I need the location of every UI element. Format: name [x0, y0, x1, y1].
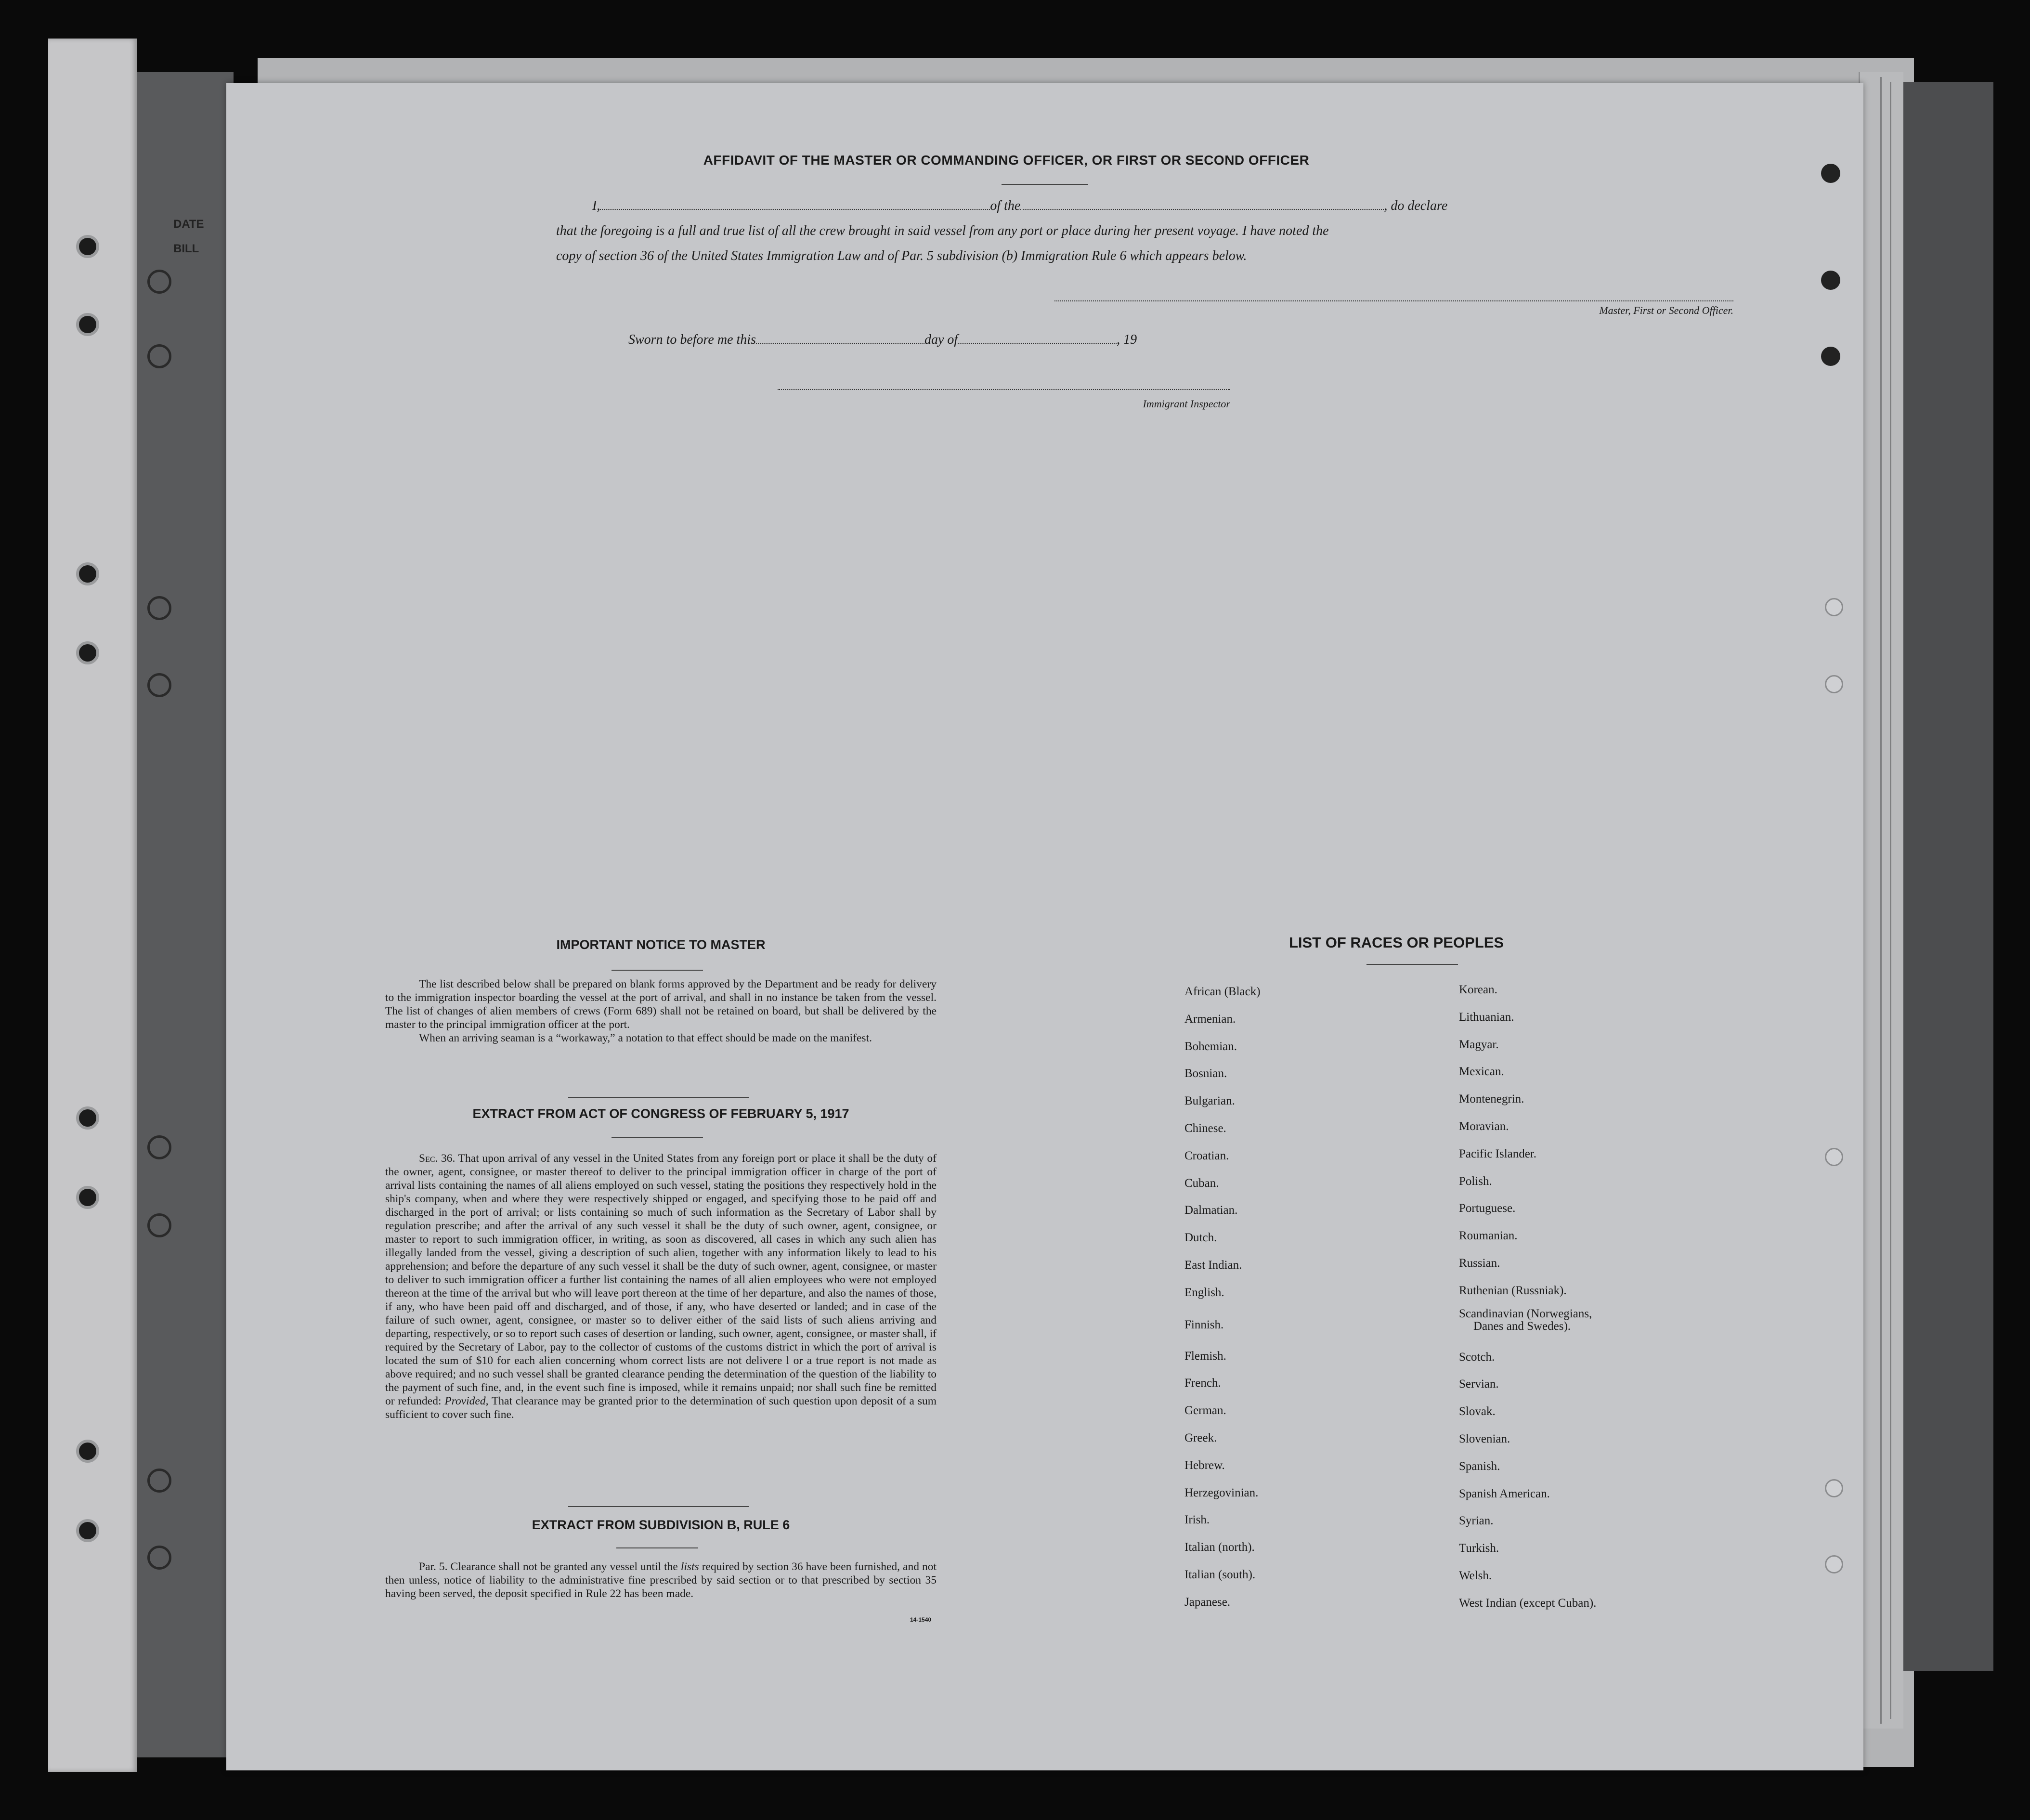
race-item: English.: [1184, 1286, 1224, 1299]
race-item: Italian (north).: [1184, 1541, 1255, 1554]
rule-text-2: required by section 36 have been furnished, and not then unless, notice of liability to the administrative fine prescribed by said section or to that prescribed by section 35 having been served, the deposit specified in Rule 22 has been made.: [385, 1560, 937, 1600]
race-item: Servian.: [1459, 1378, 1499, 1391]
binder-hole-icon: [76, 313, 99, 336]
form-page: [226, 83, 1863, 1770]
race-item: Italian (south).: [1184, 1568, 1256, 1581]
races-title: [1237, 934, 1555, 951]
page-edge-line: [1880, 77, 1882, 1724]
race-item: Welsh.: [1459, 1569, 1492, 1582]
punch-hole-icon: [1825, 598, 1843, 616]
race-item: Pacific Islander.: [1459, 1147, 1537, 1160]
binder-hole-icon: [76, 1106, 99, 1130]
section-label: Sec. 36.: [419, 1152, 455, 1165]
race-item: Roumanian.: [1459, 1229, 1518, 1243]
affidavit-line-1: [592, 198, 1733, 214]
divider: [568, 1097, 749, 1098]
race-item: Greek.: [1184, 1431, 1217, 1444]
race-item: Japanese.: [1184, 1595, 1231, 1609]
master-signature-line[interactable]: [1054, 300, 1733, 301]
races-left-column: [1184, 978, 1435, 1616]
divider: [1366, 964, 1458, 965]
right-shadow: [1897, 82, 1993, 1671]
notice-body: [385, 977, 937, 1045]
race-item-line: Scandinavian (Norwegians,: [1459, 1307, 1592, 1320]
rule-paragraph: [385, 1560, 937, 1600]
race-item: French.: [1184, 1377, 1221, 1390]
race-item: Cuban.: [1184, 1176, 1219, 1190]
race-item: Syrian.: [1459, 1514, 1494, 1528]
race-item: Montenegrin.: [1459, 1092, 1524, 1106]
provided-label: Provided,: [444, 1395, 489, 1407]
sworn-day-of: day of: [924, 332, 958, 347]
binder-strip: [48, 39, 137, 1772]
binder-hole-icon: [76, 1440, 99, 1463]
ring-hole-icon: [147, 270, 171, 294]
binder-shadow: [137, 72, 234, 1757]
race-item: Bulgarian.: [1184, 1094, 1235, 1108]
race-item: Lithuanian.: [1459, 1010, 1514, 1024]
race-item: Korean.: [1459, 983, 1497, 996]
race-item: Chinese.: [1184, 1121, 1226, 1135]
binder-hole-icon: [76, 1186, 99, 1209]
race-item: Ruthenian (Russniak).: [1459, 1284, 1567, 1297]
race-item: Herzegovinian.: [1184, 1486, 1259, 1499]
sworn-line: [628, 332, 1137, 348]
punch-hole-icon: [1825, 1479, 1843, 1497]
rule-extract-title: EXTRACT FROM SUBDIVISION B, RULE 6: [532, 1518, 790, 1532]
binder-hole-icon: [76, 1519, 99, 1542]
page-edge-line: [1890, 82, 1891, 1719]
affidavit-line-3: copy of section 36 of the United States Immigration Law and of Par. 5 subdivision (b) Immigration Rule 6 which appears below.: [556, 248, 1247, 263]
rule-lists-word: lists: [680, 1560, 699, 1573]
binder-hole-icon: [76, 562, 99, 585]
vessel-blank-field[interactable]: [1020, 209, 1384, 210]
divider: [612, 1137, 703, 1138]
strip-label-bill: BILL: [173, 242, 199, 255]
race-item: Croatian.: [1184, 1149, 1229, 1162]
affidavit-title: AFFIDAVIT OF THE MASTER OR COMMANDING OFFICER, OR FIRST OR SECOND OFFICER: [703, 153, 1310, 168]
strip-label-date: DATE: [173, 218, 204, 231]
ring-hole-icon: [147, 1213, 171, 1237]
divider: [612, 970, 703, 971]
punch-hole-icon: [1821, 347, 1840, 366]
divider: [1002, 184, 1088, 185]
affidavit-of-the: of the: [990, 198, 1021, 213]
rule-extract-body: [385, 1560, 937, 1600]
race-item: Dutch.: [1184, 1231, 1217, 1245]
notice-paragraph: When an arriving seaman is a “workaway,” a notation to that effect should be made on the manifest.: [419, 1032, 872, 1044]
affidavit-declare: , do declare: [1384, 198, 1448, 213]
inspector-signature-line[interactable]: [778, 389, 1230, 390]
divider: [568, 1506, 749, 1507]
race-item: Irish.: [1184, 1513, 1210, 1527]
binder-hole-icon: [76, 641, 99, 664]
name-blank-field[interactable]: [600, 209, 990, 210]
punch-hole-icon: [1825, 675, 1843, 693]
affidavit-line-2: that the foregoing is a full and true list of all the crew brought in said vessel from any port or place during her present voyage. I have noted the: [556, 223, 1329, 238]
inspector-label: Immigrant Inspector: [1143, 398, 1230, 410]
punch-hole-icon: [1825, 1148, 1843, 1166]
affidavit-i: I,: [592, 198, 600, 213]
act-extract-body: [385, 1152, 937, 1421]
race-item: Slovenian.: [1459, 1432, 1510, 1445]
race-item: Moravian.: [1459, 1119, 1509, 1133]
races-right-column: [1459, 976, 1729, 1617]
sworn-prefix: Sworn to before me this: [628, 332, 756, 347]
races-title-text: LIST OF RACES OR PEOPLES: [1288, 934, 1504, 951]
race-item: Bosnian.: [1184, 1067, 1227, 1080]
ring-hole-icon: [147, 1546, 171, 1570]
notice-title: IMPORTANT NOTICE TO MASTER: [556, 937, 766, 952]
race-item: Slovak.: [1459, 1405, 1496, 1418]
race-item: Bohemian.: [1184, 1040, 1237, 1053]
race-item-scandinavian: [1459, 1305, 1729, 1344]
race-item: Russian.: [1459, 1256, 1500, 1270]
punch-hole-icon: [1821, 164, 1840, 183]
race-item: Scotch.: [1459, 1350, 1495, 1364]
ring-hole-icon: [147, 1135, 171, 1159]
race-item: Finnish.: [1184, 1318, 1224, 1331]
act-extract-title: EXTRACT FROM ACT OF CONGRESS OF FEBRUARY 5, 1917: [472, 1106, 849, 1121]
race-item: Hebrew.: [1184, 1458, 1225, 1472]
race-item: African (Black): [1184, 985, 1261, 998]
race-item: Magyar.: [1459, 1038, 1499, 1051]
sworn-day-field[interactable]: [756, 343, 924, 344]
ring-hole-icon: [147, 1469, 171, 1493]
ring-hole-icon: [147, 673, 171, 697]
race-item: Mexican.: [1459, 1065, 1504, 1079]
race-item: Armenian.: [1184, 1012, 1236, 1026]
master-signature-label: Master, First or Second Officer.: [1599, 304, 1733, 316]
race-item: East Indian.: [1184, 1258, 1242, 1272]
sworn-month-field[interactable]: [958, 343, 1117, 344]
act-section-36-text: [385, 1152, 937, 1421]
race-item: Flemish.: [1184, 1349, 1226, 1363]
act-section-text-end: That clearance may be granted prior to the determination of such question upon deposit of a sum sufficient to cover such fine.: [385, 1395, 937, 1421]
notice-paragraph: The list described below shall be prepared on blank forms approved by the Department and be ready for delivery to the immigration inspector boarding the vessel at the port of arrival, and shall in no instance be taken from the vessel. The list of changes of alien members of crews (Form 689) shall not be retained on board, but shall be delivered by the master to the principal immigration officer at the port.: [385, 978, 937, 1031]
punch-hole-icon: [1821, 271, 1840, 290]
race-item: Spanish.: [1459, 1459, 1500, 1473]
race-item: West Indian (except Cuban).: [1459, 1596, 1597, 1610]
race-item: German.: [1184, 1404, 1226, 1417]
rule-text-1: Par. 5. Clearance shall not be granted any vessel until the: [419, 1560, 678, 1573]
ring-hole-icon: [147, 344, 171, 368]
race-item: Dalmatian.: [1184, 1204, 1238, 1217]
race-item: Polish.: [1459, 1174, 1492, 1188]
punch-hole-icon: [1825, 1555, 1843, 1573]
divider: [616, 1547, 698, 1548]
binder-hole-icon: [76, 235, 99, 258]
act-section-text: That upon arrival of any vessel in the United States from any foreign port or place it shall be the duty of the owner, agent, consignee, or master thereof to deliver to the principal immigration officer in charge of the port of arrival lists containing the names of all aliens employed on such vessel, stating the positions they respectively hold in the ship's company, when and where they were respectively shipped or engaged, and specifying those to be paid off and discharged in the port of arrival; or lists containing so much of such information as the Secretary of Labor shall by regulation prescribe; and after the arrival of any such vessel it shall be the duty of such owner, agent, consignee, or master to report to such immigration officer, in writing, as soon as discovered, all cases in which any such alien has illegally landed from the vessel, giving a description of such alien, together with any information likely to lead to his apprehension; and before the departure of any such vessel it shall be the duty of such owner, agent, consignee, or master to deliver to such immigration officer a further list containing the names of all alien employees who were not employed thereon at the time of the arrival but who will leave port thereon at the time of her departure, and also the names of those, if any, who have been paid off and discharged, and of those, if any, who have deserted or landed; and in case of the failure of such owner, agent, consignee, or master so to deliver either of the said lists of such aliens arriving and departing, respectively, or so to report such cases of desertion or landing, such owner, agent, consignee, or master shall, if required by the Secretary of Labor, pay to the collector of customs of the customs district in which the port of arrival is located the sum of $10 for each alien concerning whom correct lists are not delivere l or a true report is not made as above required; and no such vessel shall be granted clearance pending the determination of the question of the liability to the payment of such fine, and, in the event such fine is imposed, while it remains unpaid; nor shall such fine be remitted or refunded:: [385, 1152, 937, 1407]
race-item-line: Danes and Swedes).: [1473, 1319, 1571, 1333]
race-item: Spanish American.: [1459, 1487, 1550, 1500]
form-number: 14-1540: [910, 1616, 932, 1623]
race-item: Turkish.: [1459, 1542, 1499, 1555]
sworn-year: , 19: [1117, 332, 1137, 347]
race-item: Portuguese.: [1459, 1202, 1516, 1215]
ring-hole-icon: [147, 596, 171, 620]
